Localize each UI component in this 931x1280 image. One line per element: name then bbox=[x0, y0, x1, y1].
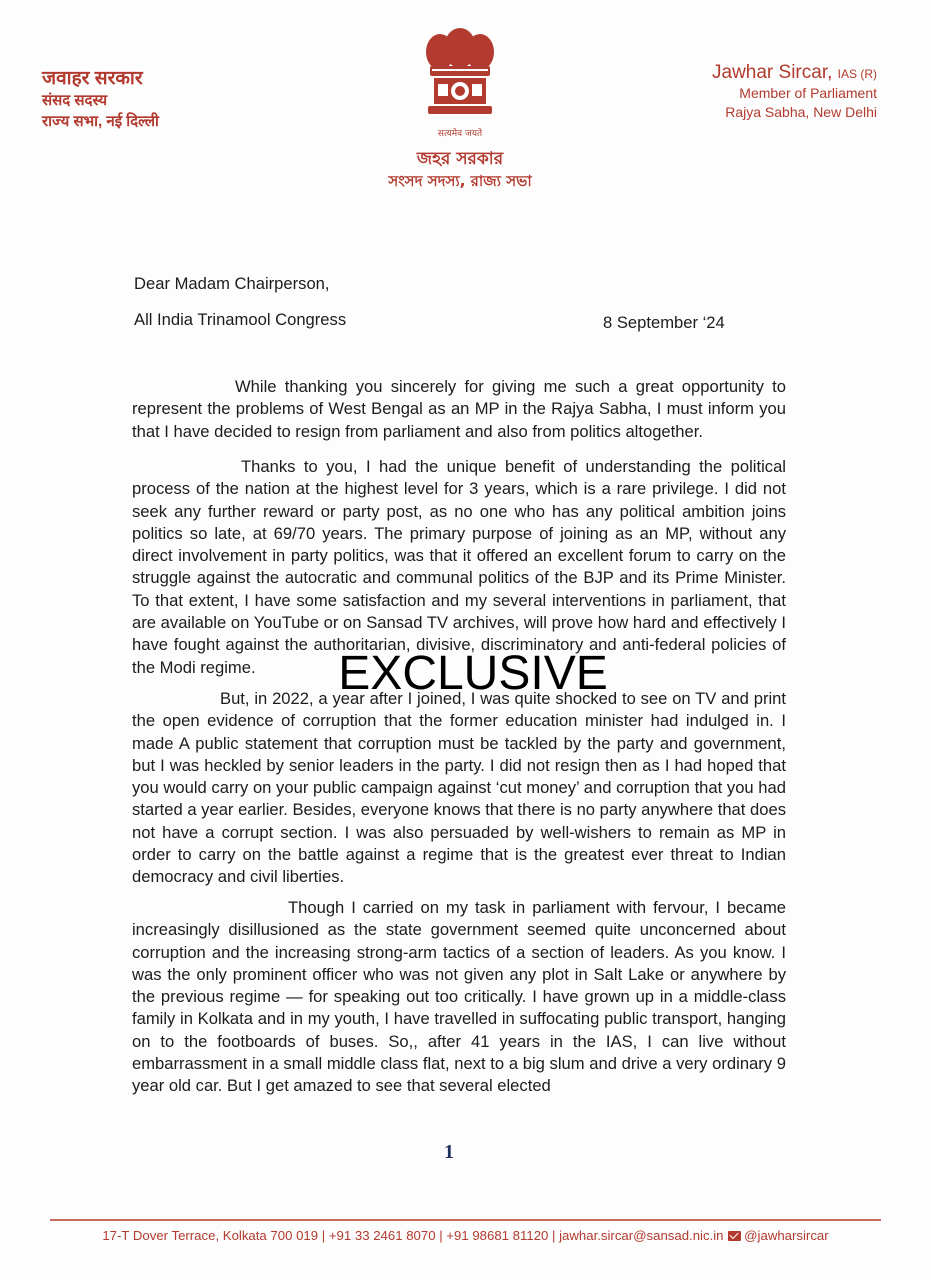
footer-handle: @jawharsircar bbox=[744, 1228, 829, 1243]
sender-name-line bbox=[712, 62, 877, 84]
letterhead-right bbox=[712, 62, 877, 122]
title-bengali: সংসদ সদস্য, রাজ্য সভা bbox=[388, 172, 532, 190]
sender-suffix: IAS (R) bbox=[837, 67, 877, 81]
name-bengali: জহর সরকার bbox=[416, 149, 504, 169]
footer-contact bbox=[50, 1228, 881, 1243]
paragraph-2: Thanks to you, I had the unique benefit of understanding the political process of the nation at the highest level for 3 years, which is a rare privilege. I did not seek any further reward or party post, as no one who has any political ambition joins politics so late, at 69/70 years. The primary purpose of joining as an MP, without any direct involvement in party politics, was that it offered an excellent forum to carry on the struggle against the autocratic and communal politics of the BJP and its Prime Minister. To that extent, I have some satisfaction and my several interventions in parliament, that are available on YouTube or on Sansad TV archives, will prove how hard and effectively I have fought against the authoritarian, divisive, discriminatory and anti-federal policies of the Modi regime. bbox=[132, 457, 786, 677]
emblem-motto: सत्यमेव जयते bbox=[437, 129, 483, 139]
sender-title: Member of Parliament bbox=[739, 85, 877, 101]
national-emblem-icon bbox=[418, 26, 502, 134]
house-hindi: राज्य सभा, नई दिल्ली bbox=[42, 113, 159, 130]
name-hindi: जवाहर सरकार bbox=[42, 68, 143, 89]
paragraph-3: But, in 2022, a year after I joined, I was quite shocked to see on TV and print the open evidence of corruption that the former education minister had indulged in. I made A public statement that corruption must be tackled by the party and government, but I was heckled by senior leaders in the party. I did not resign then as I had hoped that you would carry on your public campaign against ‘cut money’ and corruption that you had started a year earlier. Besides, everyone knows that there is no party anywhere that does not have a corrupt section. I was also persuaded by well-wishers to remain as MP in order to carry on the battle against a regime that is the greatest ever threat to Indian democracy and civil liberties. bbox=[132, 689, 786, 887]
footer-address: 17-T Dover Terrace, Kolkata 700 019 | +91 33 2461 8070 | +91 98681 81120 | jawhar.sircar@sansad.nic.in bbox=[102, 1228, 724, 1243]
addressee: All India Trinamool Congress bbox=[134, 310, 347, 329]
paragraph-4: Though I carried on my task in parliament with fervour, I became increasingly disillusioned as the state government seemed quite unconcerned about corruption and the increasing strong-arm tactics of a section of leaders. As you know. I was the only prominent officer who was not given any plot in Salt Lake or anywhere by the previous regime — for speaking out too critically. I have grown up in a middle-class family in Kolkata and in my youth, I have travelled in suffocating public transport, hanging on to the footboards of buses. So,, after 41 years in the IAS, I can live without embarrassment in a small middle class flat, next to a big slum and drive a very ordinary 9 year old car. But I get amazed to see that several elected bbox=[132, 898, 786, 1096]
sender-house: Rajya Sabha, New Delhi bbox=[725, 104, 877, 120]
mail-icon bbox=[728, 1231, 741, 1241]
exclusive-overlay: EXCLUSIVE bbox=[338, 647, 608, 700]
letter-date: 8 September ‘24 bbox=[603, 313, 725, 332]
salutation: Dear Madam Chairperson, bbox=[134, 274, 330, 293]
sender-name: Jawhar Sircar, bbox=[712, 62, 833, 83]
letterhead-left bbox=[42, 64, 159, 132]
title-hindi: संसद सदस्य bbox=[42, 92, 108, 109]
paragraph-1: While thanking you sincerely for giving me such a great opportunity to represent the problems of West Bengal as an MP in the Rajya Sabha, I must inform you that I have decided to resign from parliament and also from politics altogether. bbox=[132, 377, 786, 441]
footer-divider bbox=[50, 1219, 881, 1221]
page-number: 1 bbox=[444, 1141, 454, 1163]
